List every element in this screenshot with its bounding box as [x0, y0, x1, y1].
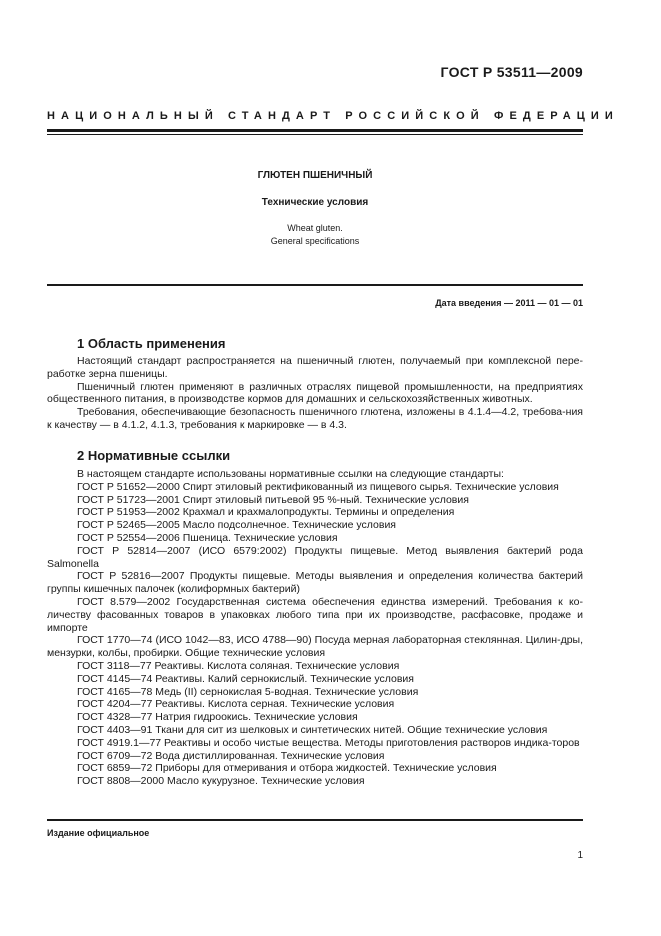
document-number: ГОСТ Р 53511—2009 [440, 64, 583, 80]
reference-item: ГОСТ 4919.1—77 Реактивы и особо чистые вещества. Методы приготовления растворов индика-торов [77, 736, 580, 749]
standard-subtitle: Технические условия [261, 197, 369, 208]
section1-paragraph: Настоящий стандарт распространяется на пшеничный глютен, получаемый при комплексной пере-работке зерна пшеницы. [47, 355, 583, 380]
title-divider [47, 284, 583, 286]
reference-item: ГОСТ Р 52554—2006 Пшеница. Технические условия [77, 531, 338, 544]
section1-heading: 1 Область применения [77, 336, 226, 351]
english-title-line1: Wheat gluten. [287, 223, 343, 233]
page-number: 1 [577, 850, 583, 861]
english-title-line2: General specifications [270, 236, 360, 246]
english-title [47, 222, 583, 248]
footer-divider [47, 819, 583, 821]
reference-item: ГОСТ Р 52814—2007 (ИСО 6579:2002) Продукты пищевые. Метод выявления бактерий рода Salmonella [47, 544, 583, 570]
reference-item: ГОСТ 4204—77 Реактивы. Кислота серная. Технические условия [77, 698, 395, 711]
introduction-date: Дата введения — 2011 — 01 — 01 [435, 298, 583, 308]
reference-item: ГОСТ Р 51953—2002 Крахмал и крахмалопродукты. Термины и определения [77, 506, 455, 519]
section2-intro: В настоящем стандарте использованы нормативные ссылки на следующие стандарты: [77, 468, 504, 480]
reference-item: ГОСТ 3118—77 Реактивы. Кислота соляная. Технические условия [77, 659, 400, 672]
reference-item: ГОСТ Р 52816—2007 Продукты пищевые. Методы выявления и определения количества бактерий группы кишечных палочек (колиформных бактерий) [47, 570, 583, 596]
standard-title: ГЛЮТЕН ПШЕНИЧНЫЙ [257, 170, 373, 181]
reference-item: ГОСТ 8.579—2002 Государственная система обеспечения единства измерений. Требования к ко-личеству фасованных товаров в упаковках любого типа при их производстве, расфасовке, продаже и импорте [47, 595, 583, 634]
reference-item: ГОСТ 1770—74 (ИСО 1042—83, ИСО 4788—90) Посуда мерная лабораторная стеклянная. Цилин-дры, мензурки, колбы, пробирки. Общие технические условия [47, 634, 583, 660]
reference-item: ГОСТ Р 51723—2001 Спирт этиловый питьевой 95 %-ный. Технические условия [77, 493, 469, 506]
reference-item: ГОСТ 4328—77 Натрия гидроокись. Технические условия [77, 711, 358, 724]
reference-item: ГОСТ Р 52465—2005 Масло подсолнечное. Технические условия [77, 519, 396, 532]
reference-item: ГОСТ 8808—2000 Масло кукурузное. Технические условия [77, 775, 365, 788]
official-edition-label: Издание официальное [47, 828, 150, 838]
reference-item: ГОСТ 4403—91 Ткани для сит из шелковых и синтетических нитей. Общие технические условия [77, 723, 548, 736]
section1-paragraph: Пшеничный глютен применяют в различных отраслях пищевой промышленности, на предприятиях общественного питания, в производстве кормов для домашних и сельскохозяйственных животных. [47, 380, 583, 406]
reference-item: ГОСТ Р 51652—2000 Спирт этиловый ректификованный из пищевого сырья. Технические условия [77, 480, 559, 493]
reference-item: ГОСТ 4145—74 Реактивы. Калий сернокислый. Технические условия [77, 672, 414, 685]
section1-body [47, 355, 583, 432]
top-divider-thick [47, 129, 583, 132]
national-standard-heading: НАЦИОНАЛЬНЫЙ СТАНДАРТ РОССИЙСКОЙ ФЕДЕРАЦИИ [47, 110, 619, 122]
reference-item: ГОСТ 6709—72 Вода дистиллированная. Технические условия [77, 749, 385, 762]
section2-body [47, 468, 583, 788]
top-divider-thin [47, 134, 583, 135]
reference-item: ГОСТ 4165—78 Медь (II) сернокислая 5-водная. Технические условия [77, 685, 419, 698]
section1-paragraph: Требования, обеспечивающие безопасность пшеничного глютена, изложены в 4.1.4—4.2, требова-ния к качеству — в 4.1.2, 4.1.3, требования к маркировке — в 4.3. [47, 406, 583, 431]
section2-heading: 2 Нормативные ссылки [77, 448, 231, 463]
reference-item: ГОСТ 6859—72 Приборы для отмеривания и отбора жидкостей. Технические условия [77, 762, 497, 775]
